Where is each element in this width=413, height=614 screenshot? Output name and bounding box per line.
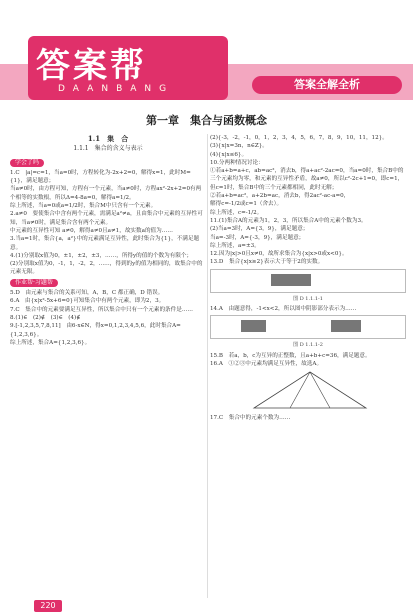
left-para: 6.A 由{x|x²-5x+6=0}可知集合中有两个元素，即为2，3。 xyxy=(10,298,165,305)
right-para: 解得c=-1/2或c=1（舍去）。 xyxy=(210,201,283,208)
triangle-outline xyxy=(254,372,366,408)
figure-1-caption: 图 D 1.1.1-1 xyxy=(293,295,323,302)
tagline: 答案全解全析 xyxy=(252,76,402,94)
figure-2 xyxy=(210,315,406,339)
left-para: 9.[-1,2,3,5,7,8,11] 由6-x∈N，得x=0,1,2,3,4,5,6，此时集合A={1,2,3,6}。 xyxy=(10,323,181,338)
right-para: 14.A 由题意得，-1<x<2，所以图中阴影部分表示为…… xyxy=(210,306,357,313)
right-para: 17.C 集合中的元素个数为…… xyxy=(210,414,291,421)
right-para: ②若a+b=ac²，a+2b=ac，消去b，得2ac²-ac-a=0， xyxy=(210,193,350,200)
triangle-line-1 xyxy=(290,372,310,408)
right-para: 13.D 集合{x|x≥2}表示大于等于2的实数。 xyxy=(210,259,324,266)
chapter-title: 第一章 集合与函数概念 xyxy=(146,114,267,127)
left-column xyxy=(10,134,206,604)
logo-text: 答案帮 xyxy=(36,46,147,86)
left-para: 3.当a=1时，集合{a，a²}中的元素满足互异性，此时集合为{1}，不满足题意。 xyxy=(10,236,200,251)
figure-2-bar-b xyxy=(331,320,361,332)
right-para: 综上所述，c=-1/2。 xyxy=(210,209,263,216)
logo-subtext: DAANBANG xyxy=(58,84,175,94)
figure-1 xyxy=(210,269,406,293)
left-para: 1.C |a|=c=1，当a=0时，方程转化为-2x+2=0，解得x=1，此时M={1}，满足题意； xyxy=(10,169,191,185)
figure-2-caption: 图 D 1.1.1-2 xyxy=(293,342,323,349)
left-para: (2)分别取x值为0，-1，1，-2，2，……，得到的y的值为相同的，故集合中的元素无限。 xyxy=(10,261,203,276)
column-divider xyxy=(207,134,208,598)
right-para: 16.A ①②③中元素均满足互异性，故选A。 xyxy=(210,360,323,367)
section-subtitle: 1.1.1 集合的含义与表示 xyxy=(73,145,143,153)
tag-learn: 学会了吗 xyxy=(10,159,44,167)
left-para: 7.C 集合中的元素要满足互异性，所以集合中只有一个元素的条件是…… xyxy=(10,306,194,313)
left-para: 综上所述，集合A={1,2,3,6}。 xyxy=(10,339,91,346)
right-para: 当a=-3时，A={-3，9}，满足题意； xyxy=(210,234,305,241)
left-para: 2.a≠0 要使集合中含有两个元素，需满足a²≠a，且由集合中元素的互异性可知，当a≠0时，满足集合含有两个元素。 xyxy=(10,211,203,226)
left-para: 5.D 由元素与集合的关系可知，A，B，C 都正确，D 错误。 xyxy=(10,290,164,297)
right-para: 11.(1)集合A的元素为1，2，3，所以集合A中的元素个数为3。 xyxy=(210,217,367,224)
triangle-line-2 xyxy=(310,372,330,408)
right-column xyxy=(210,134,406,604)
left-para: 综上所述，当a=0或a=1/2时，集合M中只含有一个元素。 xyxy=(10,203,157,210)
right-para: 10.分两种情况讨论： xyxy=(210,159,264,166)
triangle-figure xyxy=(250,370,370,410)
left-para: 当a≠0时，由方程可知，方程有一个元素，当a≠0时，方程ax²-2x+2=0有两个相等的实数根，所以Δ=4-8a=0，解得a=1/2。 xyxy=(10,186,202,201)
right-para: (4){x|x≤6}。 xyxy=(210,151,248,158)
figure-1-bar xyxy=(271,274,311,286)
tag-homework: 作业帮·习题帮 xyxy=(10,279,58,287)
right-para: ①若a+b=a+c，ab=ac²，消去b，得a+ac²-2ac=0，当a=0时，集合B中的三个元素均为零，和元素的互异性矛盾，故a≠0，所以c²-2c+1=0，即c=1，但c=1时，集合B中的三个元素都相同，此时无解； xyxy=(210,168,404,191)
right-para: (2)当a=3时，A={3，9}，满足题意； xyxy=(210,226,309,233)
right-para: 综上所述，a=±3。 xyxy=(210,242,260,249)
header-banner xyxy=(0,0,413,108)
right-para: (3){x|x=3n，n∈Z}。 xyxy=(210,143,268,150)
right-para: 15.B 若a，b，c为互异的正整数，且a+b+c=36，满足题意。 xyxy=(210,352,371,359)
logo xyxy=(28,36,228,100)
page-number: 220 xyxy=(34,600,62,612)
right-para: 12.因为|x|>0且x≠0，故所求集合为{x|x>0或x<0}。 xyxy=(210,251,348,258)
left-para: 4.(1)分别取x值为0，±1，±2，±3，……，所得y的值的个数为有限个； xyxy=(10,252,193,259)
left-para: 8.(1)∈ (2)∉ (3)∈ (4)∉ xyxy=(10,314,81,321)
left-para: 中元素的互异性可知 a≠0，解得a≠0且a≠1，故实数a的值为…… xyxy=(10,227,173,234)
figure-2-bar-a xyxy=(241,320,266,332)
right-para: (2){-3，-2，-1，0，1，2，3，4，5，6，7，8，9，10，11，12}。 xyxy=(210,135,388,141)
section-title: 1.1 集 合 xyxy=(87,134,129,143)
